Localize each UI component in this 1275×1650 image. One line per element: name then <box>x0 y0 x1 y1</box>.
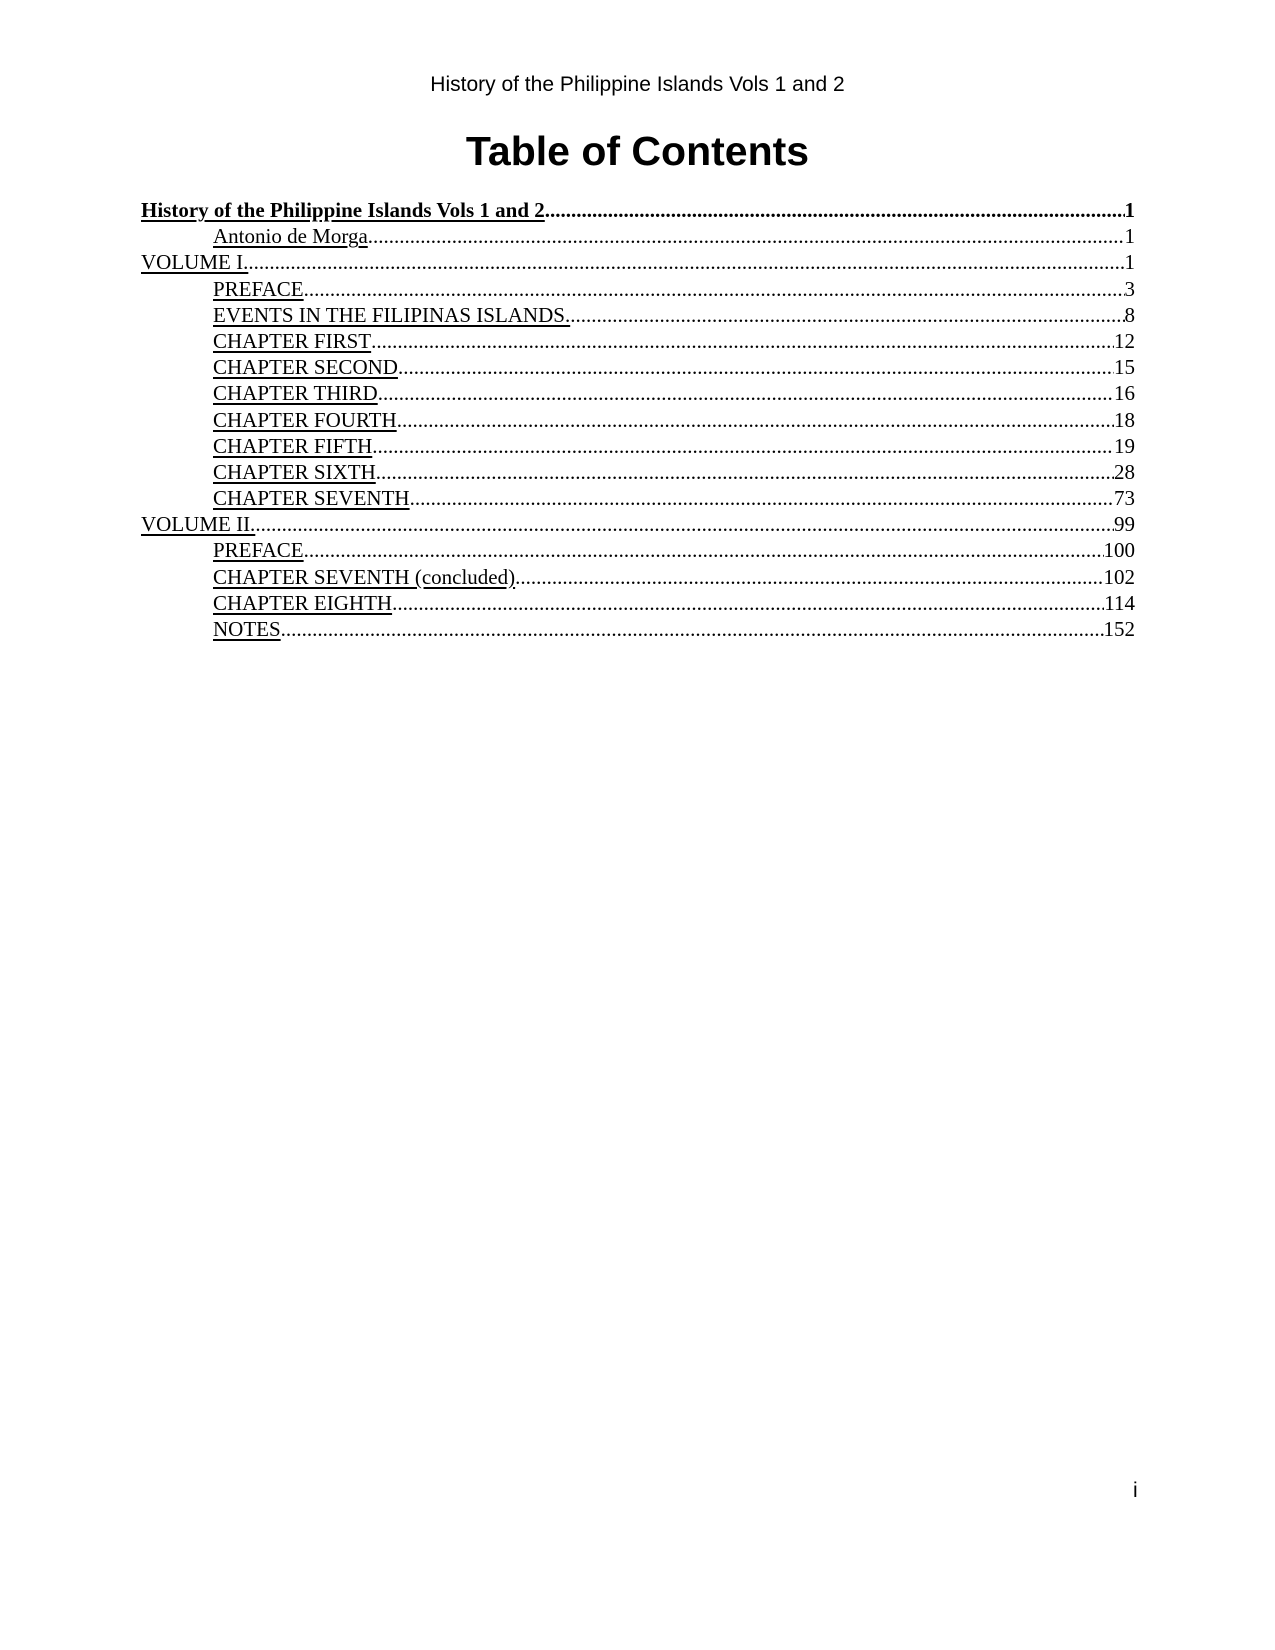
toc-dot-leader <box>372 433 1114 459</box>
toc-entry-link[interactable]: CHAPTER SECOND <box>213 355 398 380</box>
toc-entry-page: 18 <box>1114 407 1135 432</box>
toc-entry[interactable] <box>141 223 1135 249</box>
toc-entry[interactable] <box>141 328 1135 354</box>
toc-entry-page: 28 <box>1114 459 1135 484</box>
toc-entry-page: 15 <box>1114 355 1135 380</box>
toc-entry-link[interactable]: CHAPTER FIRST <box>213 328 372 353</box>
toc-entry[interactable] <box>141 433 1135 459</box>
toc-dot-leader <box>392 590 1104 616</box>
toc-entry-page: 152 <box>1103 617 1135 641</box>
toc-entry-page: 99 <box>1114 512 1135 537</box>
page-number: i <box>1133 1479 1138 1502</box>
toc-entry-page: 73 <box>1114 486 1135 511</box>
toc-entry-link[interactable]: CHAPTER SEVENTH (concluded) <box>213 564 516 589</box>
toc-dot-leader <box>371 328 1114 354</box>
toc-entry-link[interactable]: CHAPTER EIGHTH <box>213 590 393 615</box>
table-of-contents <box>141 197 1135 642</box>
toc-dot-leader <box>545 197 1125 223</box>
toc-dot-leader <box>570 302 1124 328</box>
toc-entry[interactable] <box>141 380 1135 406</box>
toc-entry-link[interactable]: PREFACE <box>213 276 304 301</box>
toc-entry-link[interactable]: EVENTS IN THE FILIPINAS ISLANDS. <box>213 302 571 327</box>
toc-dot-leader <box>304 537 1104 563</box>
toc-dot-leader <box>281 616 1104 642</box>
toc-entry[interactable] <box>141 459 1135 485</box>
toc-entry-link[interactable]: VOLUME II. <box>141 512 256 537</box>
toc-entry[interactable] <box>141 616 1135 642</box>
toc-entry-link[interactable]: VOLUME I. <box>141 250 249 275</box>
toc-entry-page: 1 <box>1124 198 1135 222</box>
toc-entry[interactable] <box>141 302 1135 328</box>
toc-dot-leader <box>515 564 1103 590</box>
toc-entry-page: 100 <box>1103 538 1135 563</box>
toc-dot-leader <box>397 407 1114 433</box>
toc-entry[interactable] <box>141 354 1135 380</box>
toc-entry-page: 1 <box>1124 224 1135 249</box>
toc-entry[interactable] <box>141 564 1135 590</box>
toc-entry[interactable] <box>141 197 1135 223</box>
toc-dot-leader <box>376 459 1114 485</box>
toc-entry[interactable] <box>141 511 1135 537</box>
running-header: History of the Philippine Islands Vols 1 and 2 <box>430 73 845 96</box>
toc-entry-page: 114 <box>1104 590 1135 615</box>
toc-entry-link[interactable]: CHAPTER THIRD <box>213 381 378 406</box>
toc-entry-link[interactable]: PREFACE <box>213 538 304 563</box>
toc-entry-link[interactable]: History of the Philippine Islands Vols 1 and 2 <box>141 198 545 222</box>
toc-entry-page: 12 <box>1114 328 1135 353</box>
toc-entry[interactable] <box>141 485 1135 511</box>
toc-dot-leader <box>410 485 1114 511</box>
toc-entry-link[interactable]: NOTES <box>213 617 281 641</box>
toc-entry-page: 8 <box>1124 302 1135 327</box>
toc-entry[interactable] <box>141 276 1135 302</box>
toc-entry[interactable] <box>141 407 1135 433</box>
toc-dot-leader <box>368 223 1125 249</box>
toc-entry-link[interactable]: CHAPTER FOURTH <box>213 407 397 432</box>
toc-entry-link[interactable]: Antonio de Morga <box>213 224 368 249</box>
toc-entry[interactable] <box>141 249 1135 275</box>
toc-entry-page: 1 <box>1124 250 1135 275</box>
toc-entry[interactable] <box>141 537 1135 563</box>
toc-entry-link[interactable]: CHAPTER SEVENTH <box>213 486 410 511</box>
toc-entry-page: 16 <box>1114 381 1135 406</box>
toc-entry-link[interactable]: CHAPTER SIXTH <box>213 459 376 484</box>
toc-entry-link[interactable]: CHAPTER FIFTH <box>213 433 373 458</box>
toc-dot-leader <box>398 354 1114 380</box>
toc-entry-page: 19 <box>1114 433 1135 458</box>
toc-dot-leader <box>304 276 1125 302</box>
toc-dot-leader <box>255 511 1114 537</box>
toc-entry-page: 102 <box>1103 564 1135 589</box>
page-title: Table of Contents <box>465 128 810 174</box>
toc-entry-page: 3 <box>1124 276 1135 301</box>
toc-entry[interactable] <box>141 590 1135 616</box>
toc-dot-leader <box>248 249 1124 275</box>
toc-dot-leader <box>378 380 1114 406</box>
